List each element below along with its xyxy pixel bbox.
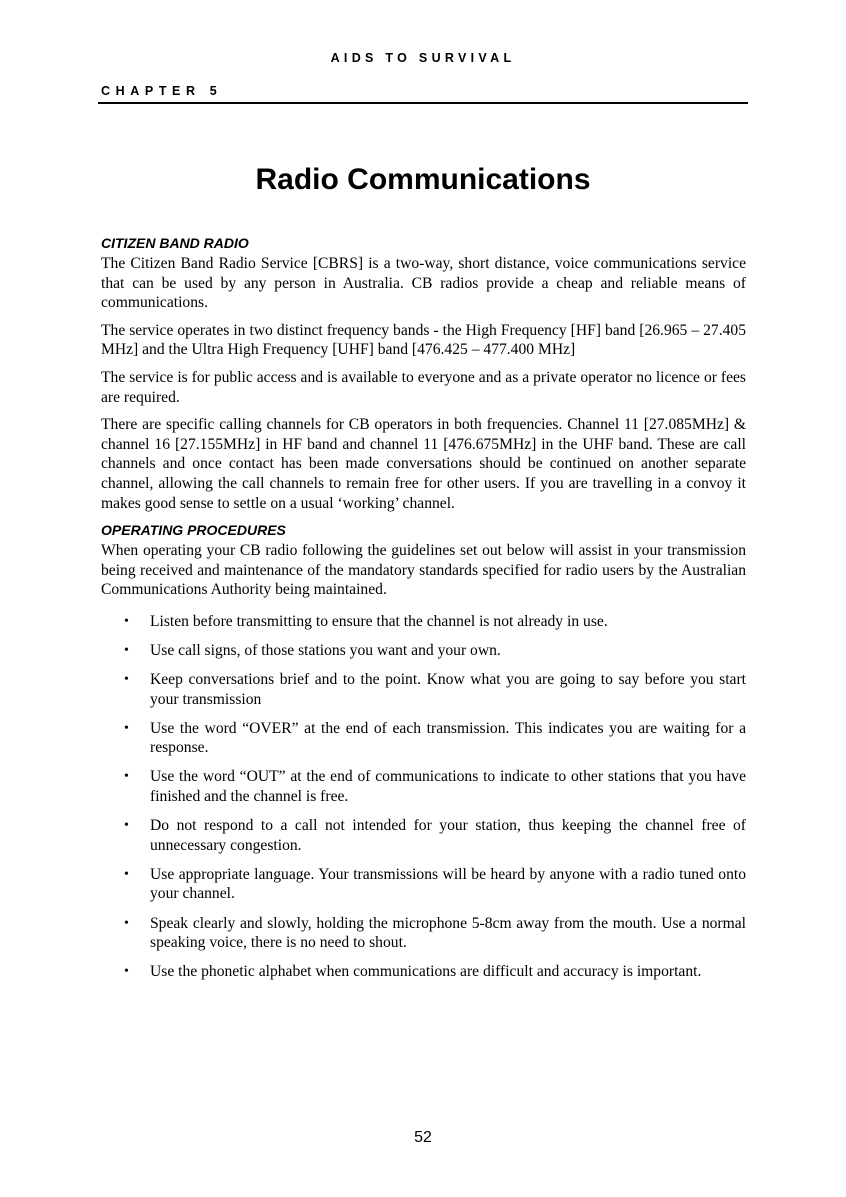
paragraph: The Citizen Band Radio Service [CBRS] is a two-way, short distance, voice communications service that can be used by any person in Australia. CB radios provide a cheap and reliable means of communications.	[101, 255, 746, 312]
list-item-text: Use the phonetic alphabet when communications are difficult and accuracy is important.	[150, 963, 702, 981]
list-item-text: Do not respond to a call not intended for your station, thus keeping the channel free of unnecessary congestion.	[150, 817, 746, 854]
bullet-icon: •	[124, 613, 129, 629]
page-number: 52	[414, 1129, 432, 1146]
bullet-icon: •	[124, 769, 129, 785]
paragraph: When operating your CB radio following the guidelines set out below will assist in your transmission being received and maintenance of the mandatory standards specified for radio users by the Australian Communications Authority being maintained.	[101, 542, 746, 599]
list-item-text: Keep conversations brief and to the point. Know what you are going to say before you start your transmission	[150, 671, 746, 708]
list-item-text: Use call signs, of those stations you want and your own.	[150, 642, 501, 659]
page-content	[101, 234, 746, 991]
list-item	[101, 865, 746, 904]
running-head: AIDS TO SURVIVAL	[330, 51, 516, 65]
list-item	[101, 641, 746, 661]
list-item	[101, 962, 746, 982]
bullet-icon: •	[124, 643, 129, 658]
page-title: Radio Communications	[255, 163, 591, 196]
bullet-icon: •	[124, 866, 129, 882]
list-item	[101, 767, 746, 806]
bullet-icon: •	[124, 964, 129, 980]
list-item	[101, 719, 746, 758]
list-item-text: Use the word “OVER” at the end of each transmission. This indicates you are waiting for a response.	[150, 719, 746, 757]
list-item	[101, 670, 746, 709]
paragraph: The service is for public access and is available to everyone and as a private operator no licence or fees are required.	[101, 368, 746, 406]
list-item	[101, 914, 746, 953]
chapter-label: CHAPTER 5	[101, 84, 223, 98]
paragraph: The service operates in two distinct frequency bands - the High Frequency [HF] band [26.965 – 27.405 MHz] and the Ultra High Frequency [UHF] band [476.425 – 477.400 MHz]	[101, 321, 746, 359]
list-item-text: Listen before transmitting to ensure that the channel is not already in use.	[150, 612, 608, 630]
bullet-icon: •	[124, 672, 129, 688]
list-item-text: Use appropriate language. Your transmissions will be heard by anyone with a radio tuned onto your channel.	[150, 865, 746, 903]
list-item-text: Speak clearly and slowly, holding the microphone 5-8cm away from the mouth. Use a normal speaking voice, there is no need to shout.	[150, 914, 746, 952]
list-item-text: Use the word “OUT” at the end of communications to indicate to other stations that you have finished and the channel is free.	[150, 768, 746, 806]
list-item	[101, 612, 746, 632]
section-heading: CITIZEN BAND RADIO	[101, 235, 249, 251]
bullet-icon: •	[124, 720, 129, 736]
section-operating-procedures	[101, 521, 746, 982]
list-item	[101, 816, 746, 855]
paragraph: There are specific calling channels for CB operators in both frequencies. Channel 11 [27.085MHz] & channel 16 [27.155MHz] in HF band and channel 11 [476.675MHz] in the UHF band. These are call channels and once contact has been made conversations should be continued on another separate channel, allowing the call channels to remain free for other users. If you are travelling in a convoy it makes good sense to settle on a usual ‘working’ channel.	[101, 416, 746, 512]
section-citizen-band-radio	[101, 234, 746, 513]
bullet-list	[101, 612, 746, 982]
chapter-divider	[98, 102, 748, 104]
section-heading: OPERATING PROCEDURES	[101, 522, 286, 539]
bullet-icon: •	[124, 818, 129, 834]
bullet-icon: •	[124, 915, 129, 931]
